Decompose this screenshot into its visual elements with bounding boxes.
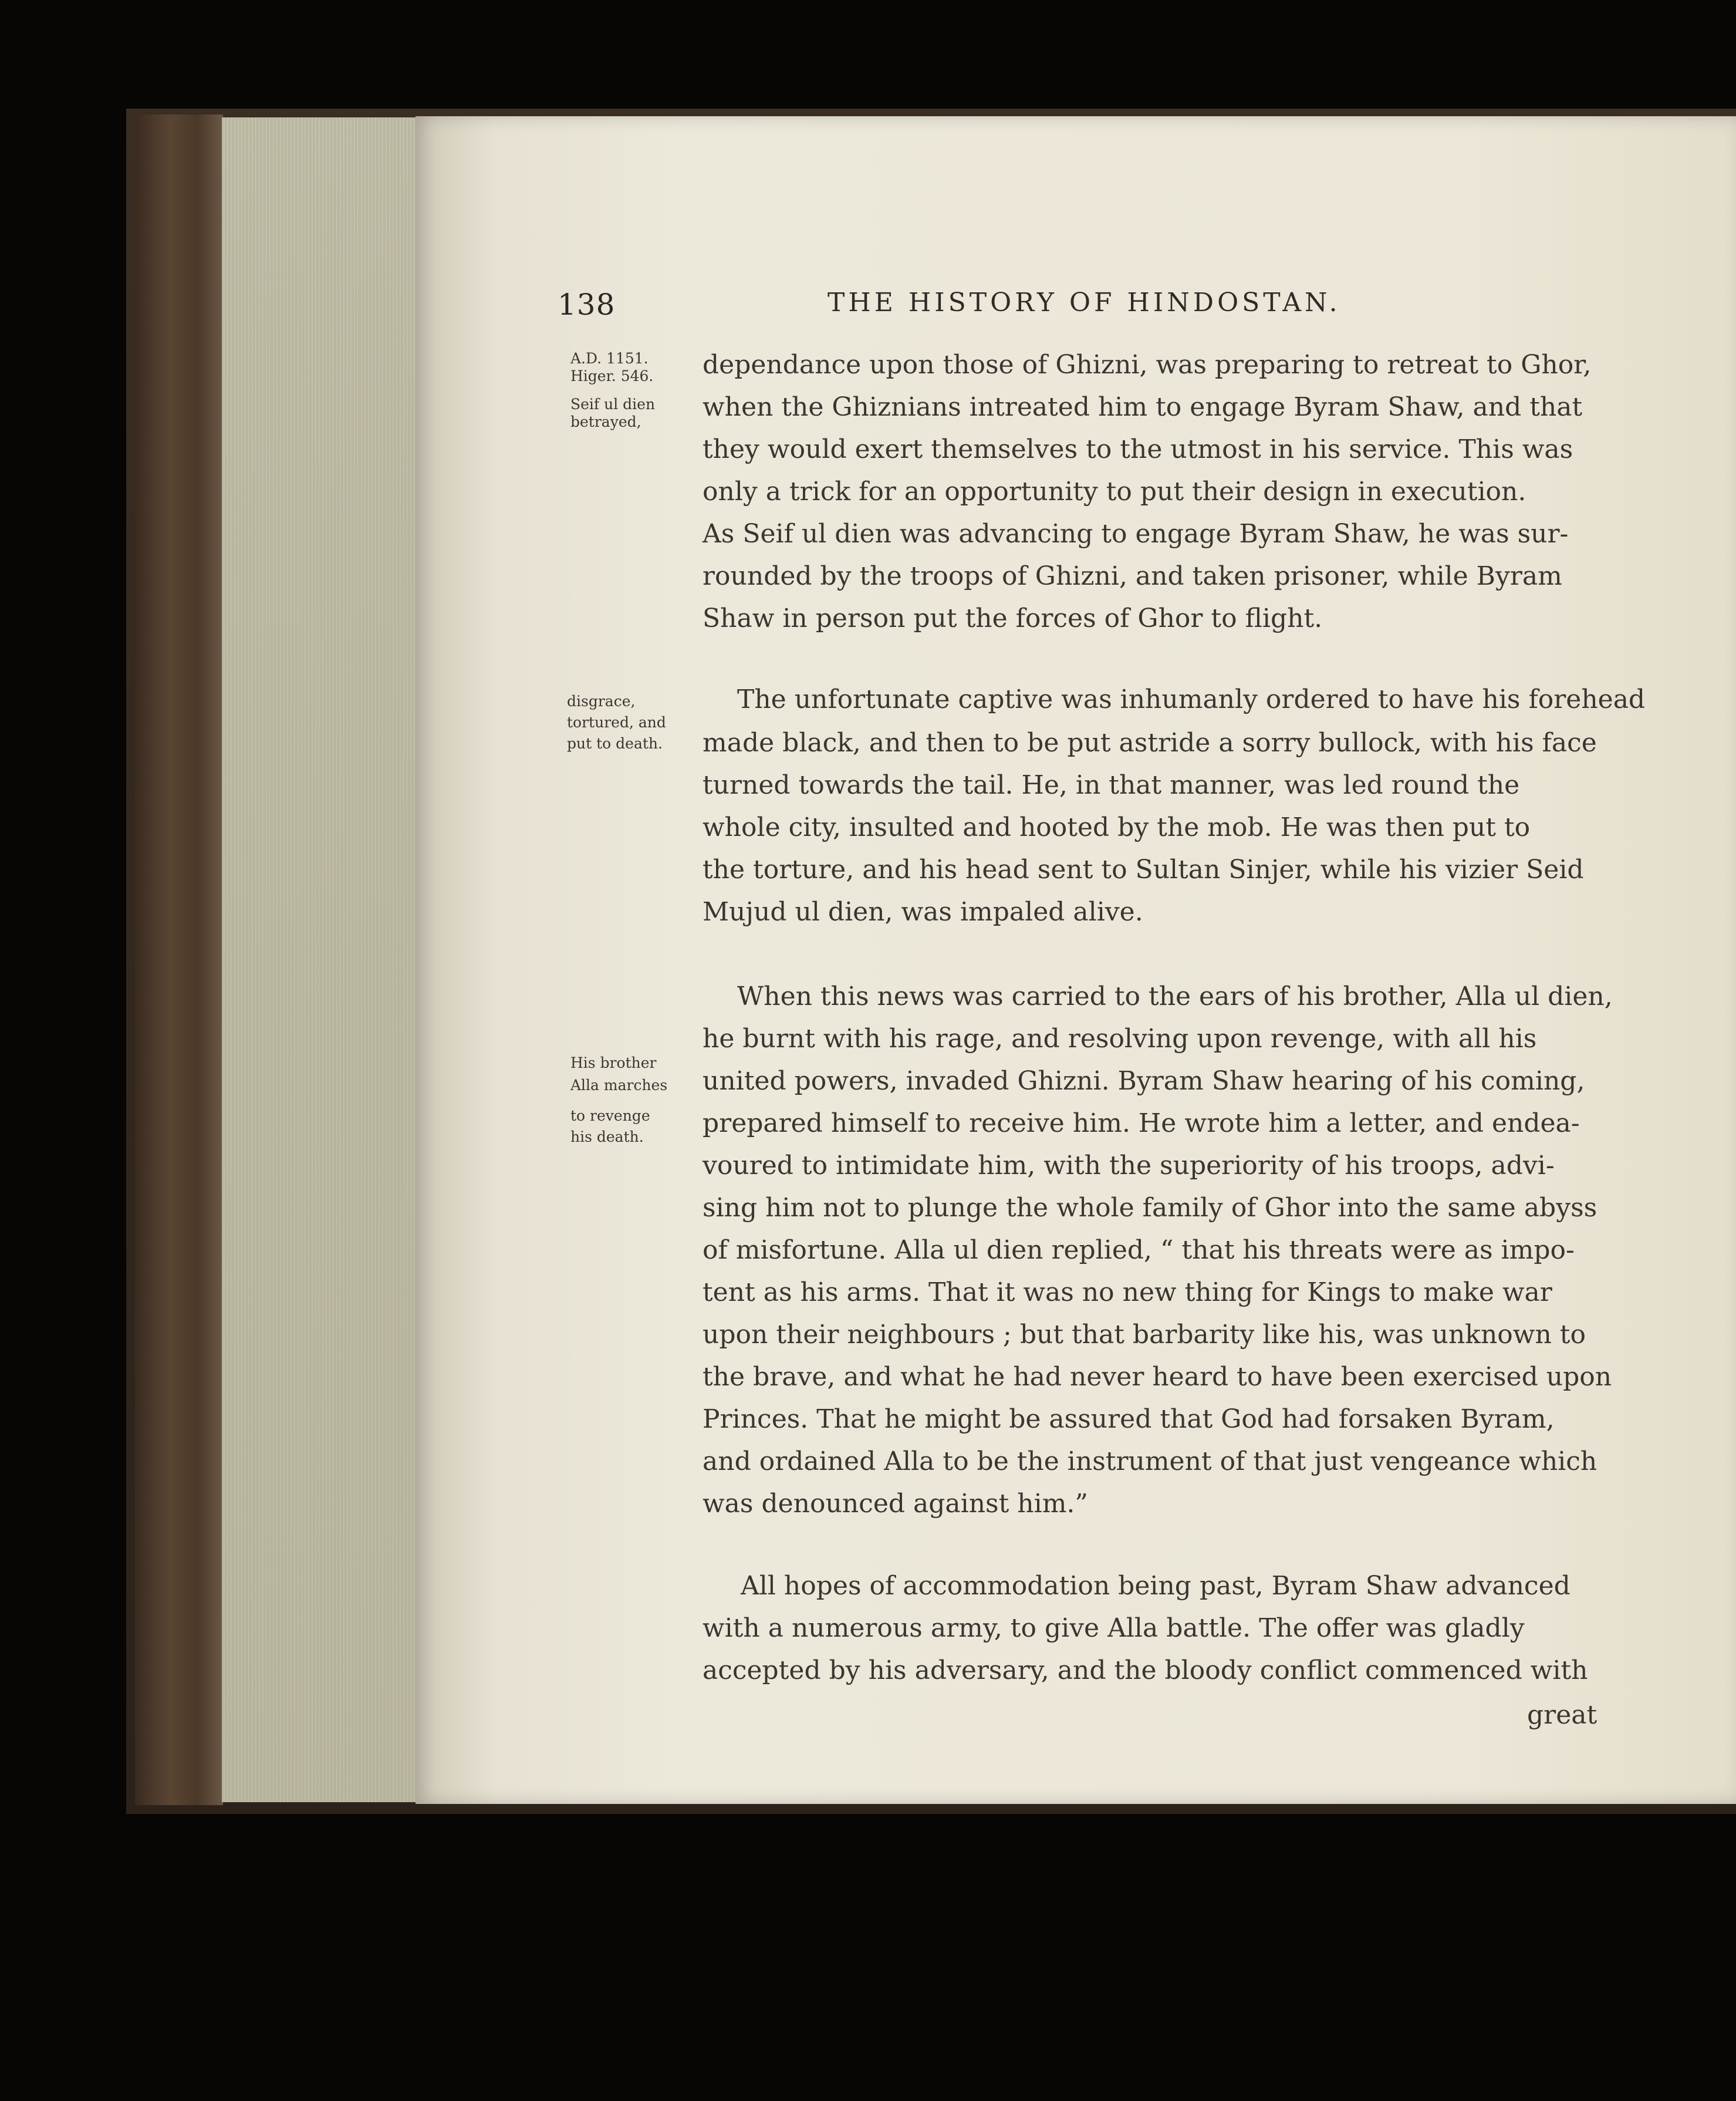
text-line: upon their neighbours ; but that barbarity like his, was unknown to bbox=[702, 1320, 1586, 1350]
margin-note: betrayed, bbox=[570, 413, 641, 430]
text-line: they would exert themselves to the utmost in his service. This was bbox=[702, 434, 1573, 464]
page-edges bbox=[222, 117, 416, 1802]
text-line: turned towards the tail. He, in that manner, was led round the bbox=[702, 770, 1520, 800]
text-line: of misfortune. Alla ul dien replied, “ that his threats were as impo- bbox=[702, 1235, 1575, 1265]
text-line: united powers, invaded Ghizni. Byram Shaw hearing of his coming, bbox=[702, 1066, 1585, 1096]
text-line: sing him not to plunge the whole family of Ghor into the same abyss bbox=[702, 1193, 1597, 1223]
book-spine-edge bbox=[135, 114, 223, 1805]
text-line: accepted by his adversary, and the bloody conflict commenced with bbox=[702, 1655, 1588, 1685]
margin-note-date: A.D. 1151. bbox=[570, 350, 649, 367]
catchword: great bbox=[1527, 1700, 1597, 1730]
text-line: voured to intimidate him, with the superiority of his troops, advi- bbox=[702, 1151, 1555, 1181]
margin-note: His brother bbox=[570, 1054, 657, 1071]
text-line: The unfortunate captive was inhumanly ordered to have his forehead bbox=[737, 684, 1646, 714]
page-number: 138 bbox=[558, 288, 616, 322]
text-line: when the Ghiznians intreated him to engage Byram Shaw, and that bbox=[702, 392, 1583, 422]
text-line: made black, and then to be put astride a sorry bullock, with his face bbox=[702, 728, 1597, 758]
text-line: whole city, insulted and hooted by the mob. He was then put to bbox=[702, 812, 1531, 842]
text-line: was denounced against him.” bbox=[702, 1489, 1088, 1519]
text-line: Mujud ul dien, was impaled alive. bbox=[702, 897, 1143, 927]
text-line: only a trick for an opportunity to put their design in execution. bbox=[702, 477, 1526, 507]
running-title: THE HISTORY OF HINDOSTAN. bbox=[828, 288, 1341, 318]
text-line: with a numerous army, to give Alla battle. The offer was gladly bbox=[702, 1613, 1525, 1643]
margin-note: disgrace, bbox=[567, 693, 636, 710]
text-line: All hopes of accommodation being past, Byram Shaw advanced bbox=[741, 1571, 1570, 1601]
margin-note: his death. bbox=[570, 1128, 644, 1145]
margin-note: put to death. bbox=[567, 735, 663, 752]
text-line: When this news was carried to the ears of his brother, Alla ul dien, bbox=[737, 982, 1613, 1011]
margin-note: to revenge bbox=[570, 1107, 650, 1124]
margin-note: Alla marches bbox=[570, 1077, 668, 1094]
text-line: he burnt with his rage, and resolving upon revenge, with all his bbox=[702, 1024, 1537, 1054]
margin-note-date: Higer. 546. bbox=[570, 367, 654, 385]
text-line: and ordained Alla to be the instrument of that just vengeance which bbox=[702, 1446, 1597, 1476]
text-line: Shaw in person put the forces of Ghor to flight. bbox=[702, 603, 1323, 633]
text-line: the brave, and what he had never heard to have been exercised upon bbox=[702, 1362, 1612, 1392]
margin-note: tortured, and bbox=[567, 714, 666, 731]
text-line: As Seif ul dien was advancing to engage Byram Shaw, he was sur- bbox=[702, 519, 1569, 549]
text-line: Princes. That he might be assured that God had forsaken Byram, bbox=[702, 1404, 1555, 1434]
text-line: tent as his arms. That it was no new thing for Kings to make war bbox=[702, 1277, 1552, 1307]
text-line: rounded by the troops of Ghizni, and taken prisoner, while Byram bbox=[702, 561, 1562, 591]
text-line: prepared himself to receive him. He wrote him a letter, and endea- bbox=[702, 1108, 1580, 1138]
text-line: dependance upon those of Ghizni, was preparing to retreat to Ghor, bbox=[702, 350, 1592, 380]
margin-note: Seif ul dien bbox=[570, 396, 656, 413]
text-line: the torture, and his head sent to Sultan Sinjer, while his vizier Seid bbox=[702, 855, 1584, 885]
